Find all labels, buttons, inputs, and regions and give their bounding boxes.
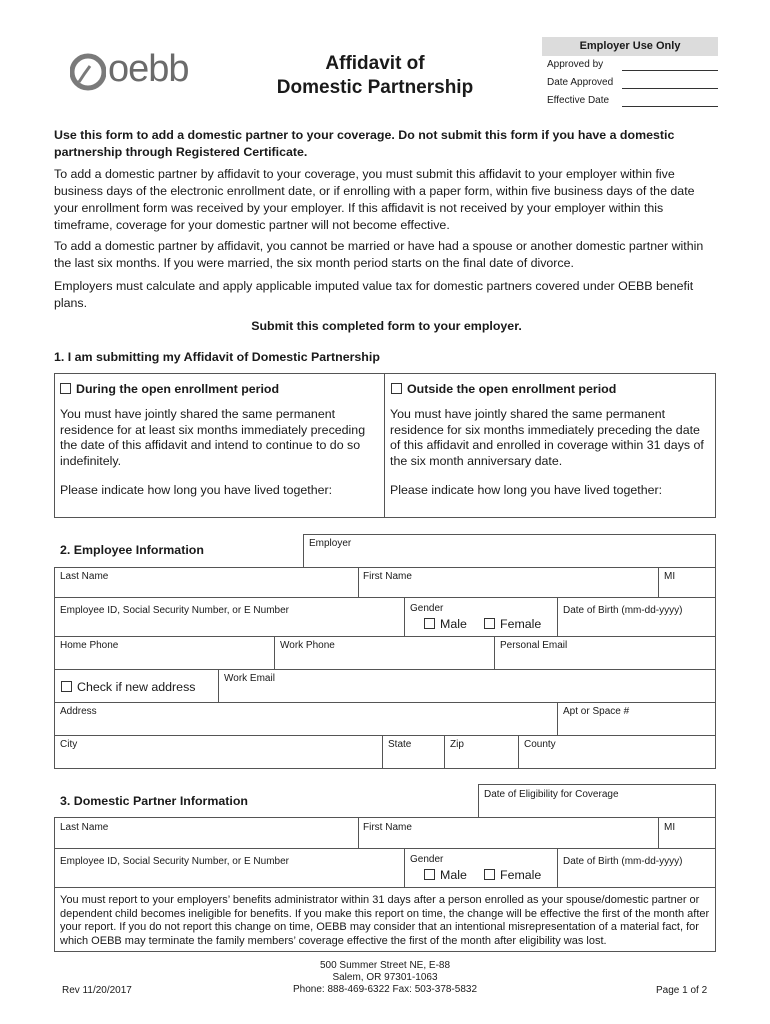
row3-divider-b <box>494 636 495 669</box>
date-approved-row <box>542 74 718 92</box>
row4-divider-a <box>218 669 219 702</box>
personal-email-label: Personal Email <box>500 640 568 651</box>
employee-female-option[interactable] <box>484 617 541 631</box>
intro-paragraph-2: To add a domestic partner by affidavit, you cannot be married or have had a spouse or another domestic partner within the last six months. If you were married, the six month period starts on the final date of divorce. <box>54 239 704 270</box>
apt-label: Apt or Space # <box>563 706 630 717</box>
section-2-title: 2. Employee Information <box>60 543 204 557</box>
footer-address-line-1: 500 Summer Street NE, E-88 <box>319 960 451 971</box>
row6-divider-a <box>382 735 383 769</box>
employee-first-name-label: First Name <box>363 571 412 582</box>
employee-female-label: Female <box>500 617 542 631</box>
employer-use-heading: Employer Use Only <box>542 37 718 56</box>
employer-field[interactable] <box>303 534 716 568</box>
section-1-divider <box>384 373 385 518</box>
title-line-2: Domestic Partnership <box>276 77 474 98</box>
open-enrollment-checkbox[interactable] <box>60 383 71 394</box>
footer-address <box>235 960 535 996</box>
employee-gender-label: Gender <box>410 603 444 614</box>
submit-instruction: Submit this completed form to your employer. <box>251 319 522 333</box>
outside-enrollment-question: Please indicate how long you have lived together: <box>390 483 663 497</box>
intro-paragraph-1: To add a domestic partner by affidavit to your coverage, you must submit this affidavit to your employer within five business days of the electronic enrollment date, or if enrolling with a paper form, within five business days of the date your enrollment form was received by your employer. If this affidavit is not received by your employer within this timeframe, coverage for your domestic partner will not become effective. <box>54 167 695 232</box>
partner-female-option[interactable] <box>484 868 541 882</box>
partner-id-label: Employee ID, Social Security Number, or E Number <box>60 856 289 867</box>
revision-date: Rev 11/20/2017 <box>62 985 132 996</box>
row-divider-5 <box>54 735 716 736</box>
employer-label: Employer <box>309 538 352 549</box>
new-address-option[interactable] <box>61 680 195 694</box>
open-enrollment-label: During the open enrollment period <box>76 382 280 396</box>
row2-divider-b <box>557 597 558 636</box>
intro-paragraph-3: Employers must calculate and apply applicable imputed value tax for domestic partners covered under OEBB benefit plans. <box>54 279 694 310</box>
row1-divider-b <box>658 567 659 597</box>
open-enrollment-text: You must have jointly shared the same permanent residence for at least six months immediately preceding the date of this affidavit and intend to continue to do so indefinitely. <box>60 407 366 468</box>
partner-last-name-label: Last Name <box>60 822 109 833</box>
partner-gender-label: Gender <box>410 854 444 865</box>
partner-row1-divider-b <box>658 817 659 848</box>
outside-enrollment-text: You must have jointly shared the same permanent residence for six months immediately preceding the date of this affidavit and enrolled in coverage within 31 days of the six month anniversary date. <box>390 407 704 468</box>
city-label: City <box>60 739 78 750</box>
employer-use-box <box>542 37 718 110</box>
open-enrollment-question: Please indicate how long you have lived together: <box>60 483 333 497</box>
outside-enrollment-option[interactable] <box>391 382 616 396</box>
zip-label: Zip <box>450 739 464 750</box>
row6-divider-c <box>518 735 519 769</box>
outside-enrollment-label: Outside the open enrollment period <box>407 382 617 396</box>
page-number: Page 1 of 2 <box>656 985 708 996</box>
employee-mi-label: MI <box>664 571 676 582</box>
footer-address-line-2: Salem, OR 97301-1063 <box>332 972 438 983</box>
section-3-title: 3. Domestic Partner Information <box>60 794 248 808</box>
row5-divider-a <box>557 702 558 735</box>
approved-by-label: Approved by <box>547 59 604 70</box>
work-phone-label: Work Phone <box>280 640 335 651</box>
effective-date-row <box>542 92 718 110</box>
oebb-logo-icon <box>70 52 106 92</box>
effective-date-line[interactable] <box>622 106 718 107</box>
state-label: State <box>388 739 412 750</box>
intro-bold: Use this form to add a domestic partner to your coverage. Do not submit this form if you have a domestic partnership through Registered Certificate. <box>54 128 675 159</box>
effective-date-label: Effective Date <box>547 95 610 106</box>
row-divider-2 <box>54 636 716 637</box>
row-divider-4 <box>54 702 716 703</box>
date-approved-label: Date Approved <box>547 77 614 88</box>
title-line-1: Affidavit of <box>325 53 425 74</box>
approved-by-line[interactable] <box>622 70 718 71</box>
outside-enrollment-checkbox[interactable] <box>391 383 402 394</box>
partner-row1-divider-a <box>358 817 359 848</box>
approved-by-row <box>542 56 718 74</box>
work-email-label: Work Email <box>224 673 275 684</box>
row2-divider-a <box>404 597 405 636</box>
employee-last-name-label: Last Name <box>60 571 109 582</box>
new-address-label: Check if new address <box>77 680 196 694</box>
eligibility-label: Date of Eligibility for Coverage <box>484 789 619 800</box>
partner-row2-divider-a <box>404 848 405 887</box>
partner-male-checkbox[interactable] <box>424 869 435 880</box>
row3-divider-a <box>274 636 275 669</box>
partner-row-divider-1 <box>54 848 716 849</box>
partner-male-option[interactable] <box>424 868 467 882</box>
form-title <box>270 52 480 100</box>
open-enrollment-option[interactable] <box>60 382 279 396</box>
address-label: Address <box>60 706 97 717</box>
row-divider-1 <box>54 597 716 598</box>
section-1-title: 1. I am submitting my Affidavit of Domestic Partnership <box>54 350 380 364</box>
date-approved-line[interactable] <box>622 88 718 89</box>
partner-row-divider-2 <box>54 887 716 888</box>
row6-divider-b <box>444 735 445 769</box>
employee-female-checkbox[interactable] <box>484 618 495 629</box>
row1-divider-a <box>358 567 359 597</box>
employee-male-checkbox[interactable] <box>424 618 435 629</box>
county-label: County <box>524 739 556 750</box>
home-phone-label: Home Phone <box>60 640 119 651</box>
employee-dob-label: Date of Birth (mm-dd-yyyy) <box>563 605 683 616</box>
partner-female-label: Female <box>500 868 542 882</box>
row-divider-3 <box>54 669 716 670</box>
partner-female-checkbox[interactable] <box>484 869 495 880</box>
partner-first-name-label: First Name <box>363 822 412 833</box>
partner-mi-label: MI <box>664 822 676 833</box>
logo-text: oebb <box>108 48 189 90</box>
partner-dob-label: Date of Birth (mm-dd-yyyy) <box>563 856 683 867</box>
reporting-notice: You must report to your employers’ benefits administrator within 31 days after a person enrolled as your spouse/domestic partner or dependent child becomes ineligible for benefits. If you make this report on time, the change will be effective the first of the month after your report. If you do not report this change on time, OEBB may consider that an intentional misrepresentation of a material fact, for which OEBB may terminate the family members’ coverage effective the first of the month after eligibility was lost. <box>60 894 710 947</box>
partner-male-label: Male <box>440 868 467 882</box>
new-address-checkbox[interactable] <box>61 681 72 692</box>
employee-male-label: Male <box>440 617 467 631</box>
footer-phone: Phone: 888-469-6322 Fax: 503-378-5832 <box>292 984 478 995</box>
employee-id-label: Employee ID, Social Security Number, or E Number <box>60 605 289 616</box>
employee-male-option[interactable] <box>424 617 467 631</box>
partner-row2-divider-b <box>557 848 558 887</box>
